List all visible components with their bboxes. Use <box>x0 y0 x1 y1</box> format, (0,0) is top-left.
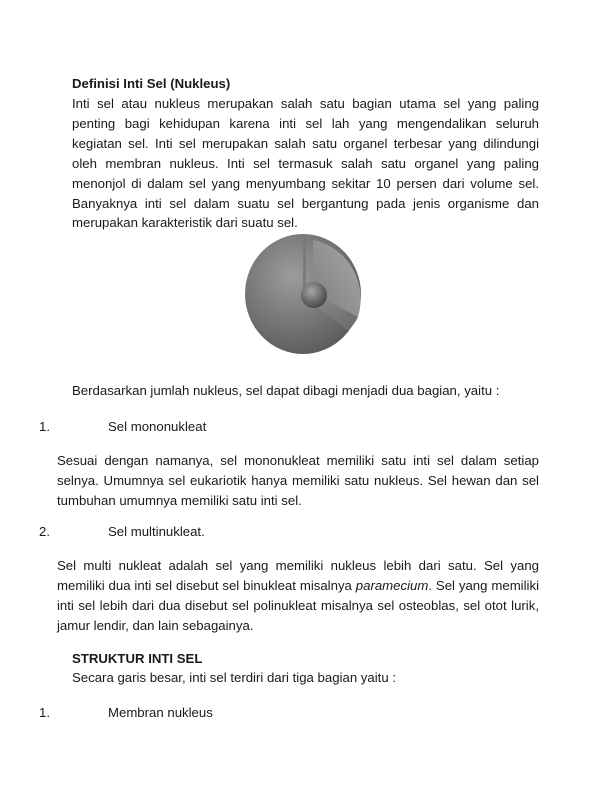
list-number: 1. <box>39 705 50 720</box>
list-label: Membran nukleus <box>108 705 213 720</box>
division-intro: Berdasarkan jumlah nukleus, sel dapat dibagi menjadi dua bagian, yaitu : <box>72 383 500 398</box>
list-number: 2. <box>39 524 50 539</box>
mononukleat-description: Sesuai dengan namanya, sel mononukleat memiliki satu inti sel dalam setiap selnya. Umumnya sel eukariotik hanya memiliki satu nukleus. Sel hewan dan sel tumbuhan umumnya memiliki satu inti sel. <box>57 453 539 508</box>
definition-paragraph: Inti sel atau nukleus merupakan salah satu bagian utama sel yang paling penting bagi kehidupan karena inti sel lah yang mengendalikan seluruh kegiatan sel. Inti sel merupakan salah satu organel terbesar yang dilindungi oleh membran nukleus. Inti sel termasuk salah satu organel yang paling menonjol di dalam sel yang menyumbang sekitar 10 persen dari volume sel. Banyaknya inti sel dalam suatu sel bergantung pada jenis organisme dan merupakan karakteristik dari suatu sel. <box>72 96 539 231</box>
section-title-definisi: Definisi Inti Sel (Nukleus) <box>72 76 231 91</box>
struktur-intro: Secara garis besar, inti sel terdiri dari tiga bagian yaitu : <box>72 670 396 685</box>
nucleolus <box>301 282 327 308</box>
description-part: . Sel yang memiliki inti sel lebih dari dua disebut sel polinukleat misalnya sel osteoblas, sel otot lurik, jamur lendir, dan lain sebagainya. <box>57 577 539 633</box>
list-label: Sel mononukleat <box>108 419 207 434</box>
description-italic-term: paramecium <box>355 577 429 593</box>
list-label: Sel multinukleat. <box>108 524 205 539</box>
multinukleat-description <box>57 556 539 636</box>
nucleus-illustration <box>244 233 362 355</box>
description-part: Sel multi nukleat adalah sel yang memiliki nukleus lebih dari satu. Sel yang memiliki dua inti sel disebut sel binukleat misalnya <box>57 558 539 593</box>
list-number: 1. <box>39 419 50 434</box>
section-title-struktur: STRUKTUR INTI SEL <box>72 651 203 666</box>
